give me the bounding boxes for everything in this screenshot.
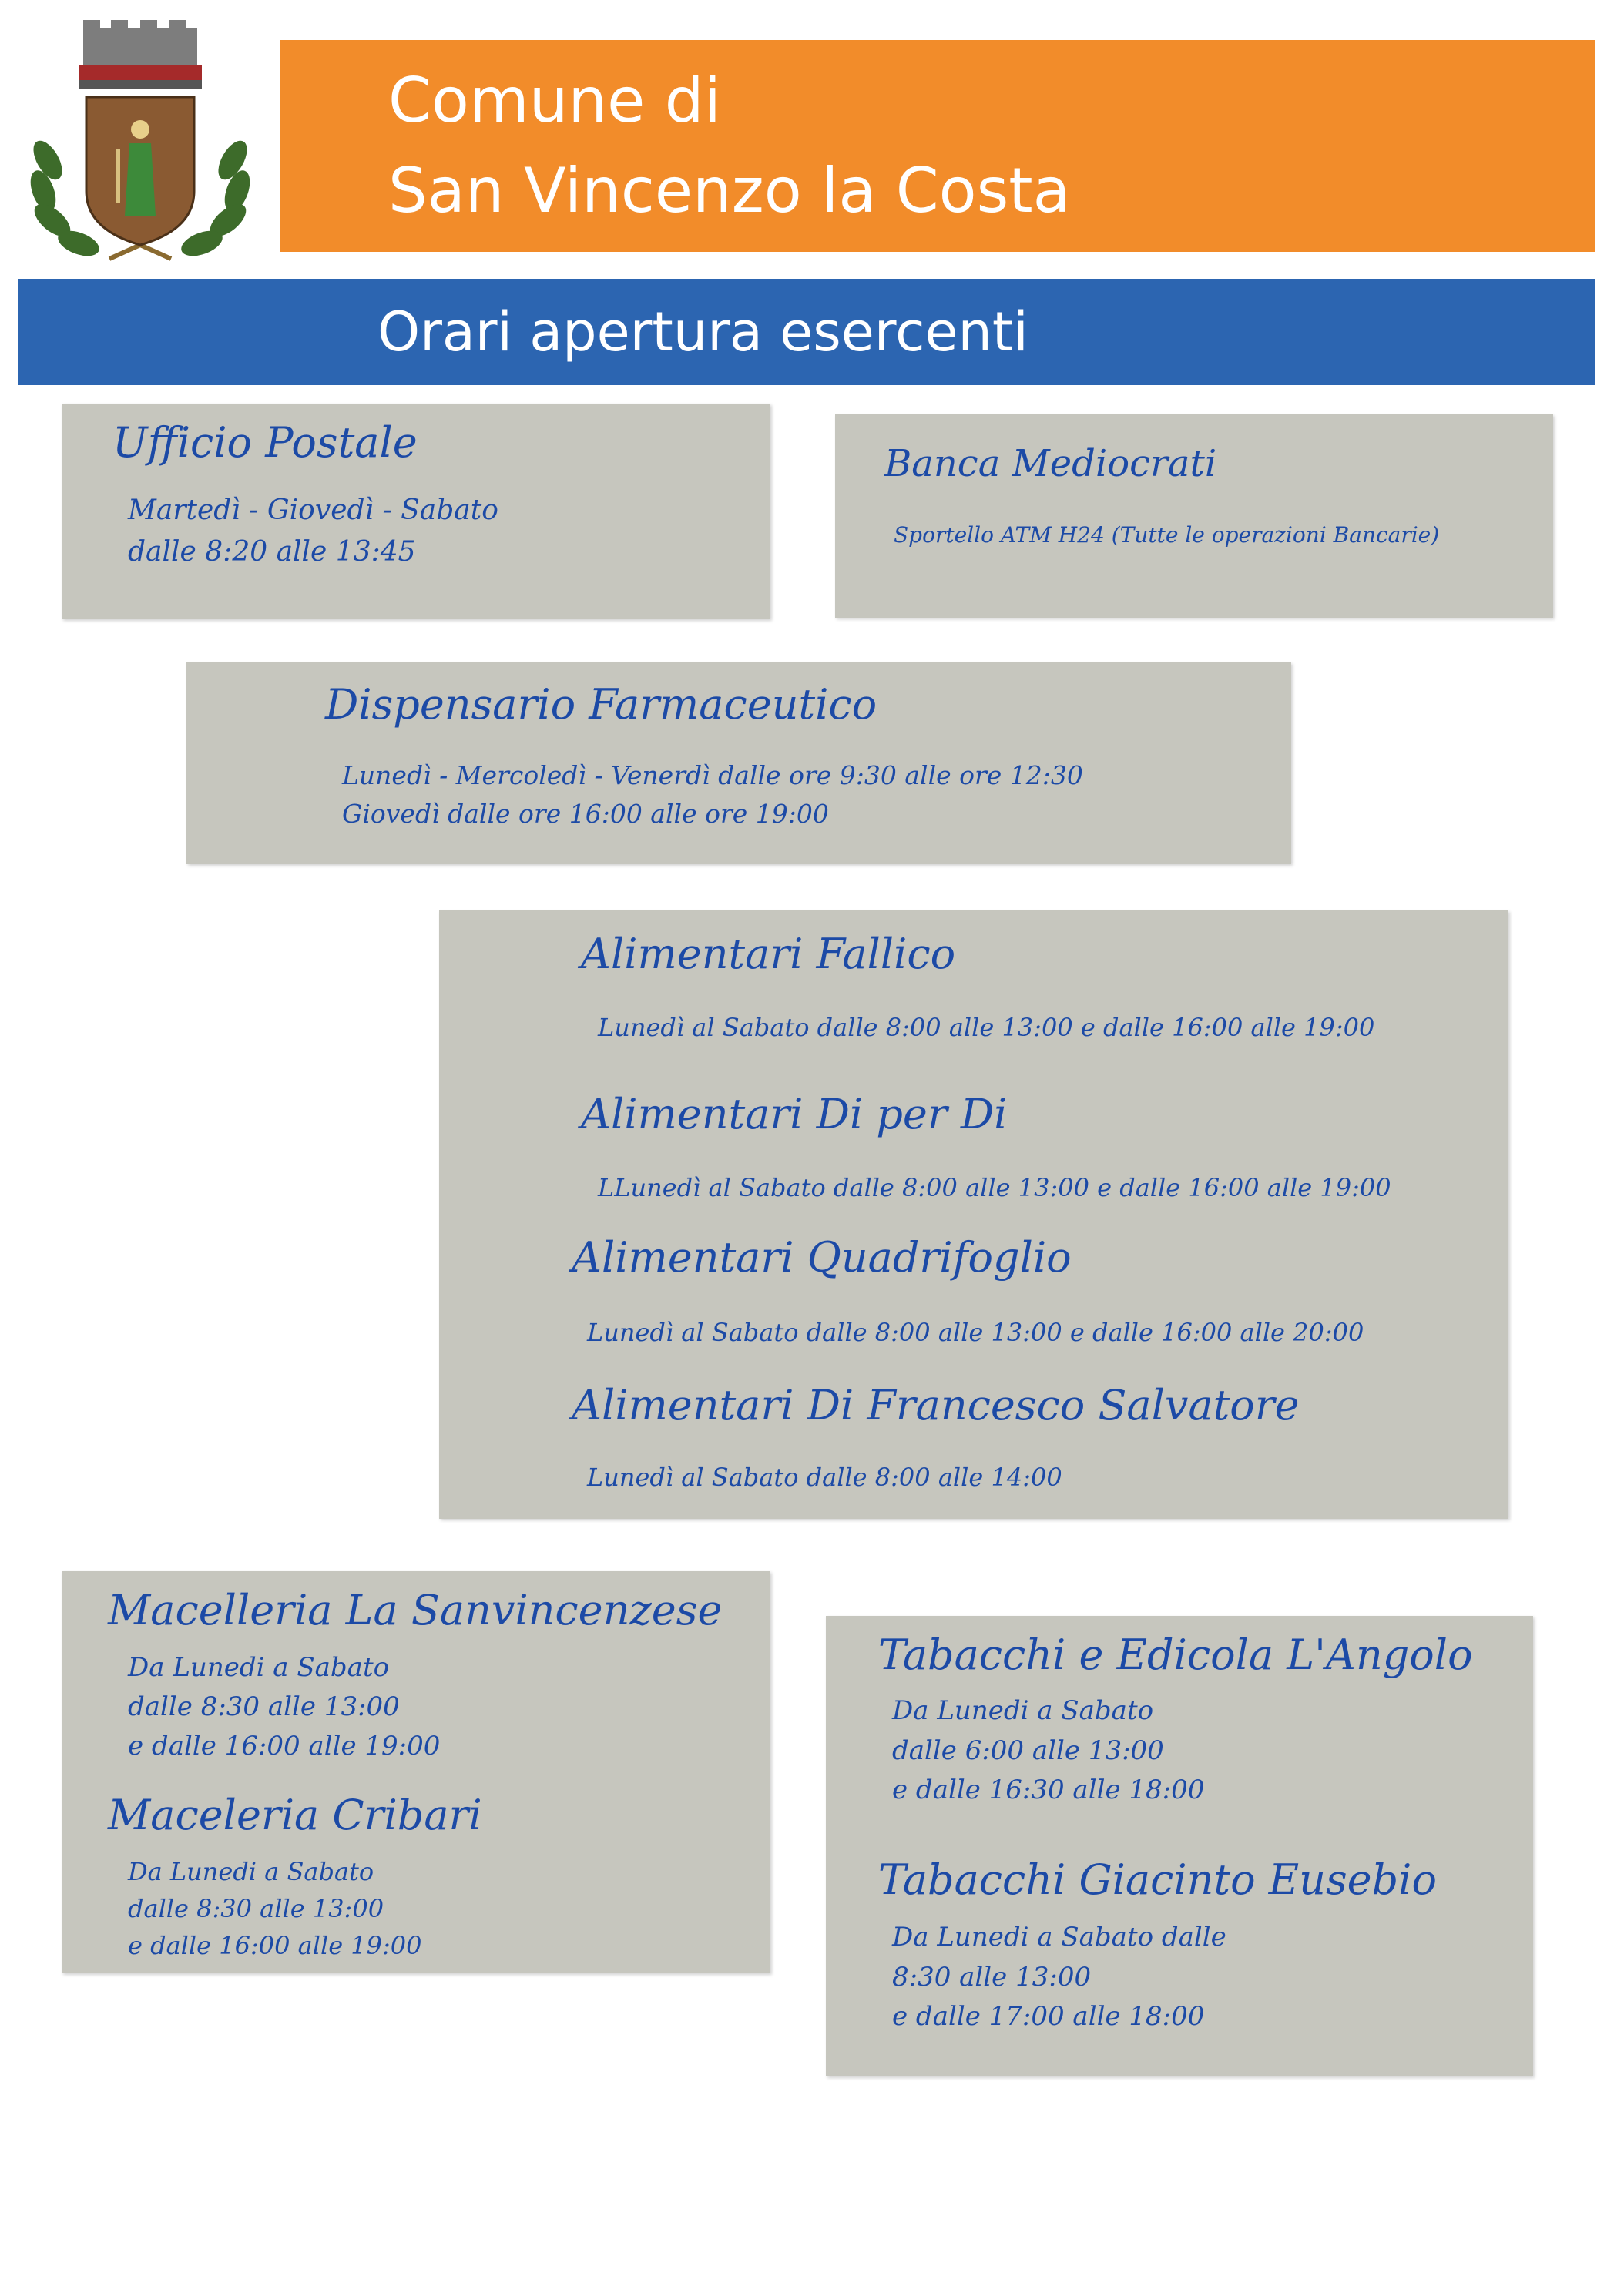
subtitle-banner bbox=[18, 279, 1595, 385]
shop-title: Tabacchi Giacinto Eusebio bbox=[878, 1855, 1437, 1904]
coat-of-arms-icon bbox=[17, 14, 263, 276]
shop-hours bbox=[342, 756, 1083, 833]
shop-title: Ufficio Postale bbox=[112, 418, 418, 467]
header-title-line1: Comune di bbox=[388, 65, 721, 136]
hours-line: e dalle 16:00 alle 19:00 bbox=[128, 1931, 422, 1960]
hours-line: e dalle 16:00 alle 19:00 bbox=[128, 1731, 441, 1761]
shop-hours bbox=[128, 490, 498, 573]
shop-title: Banca Mediocrati bbox=[884, 442, 1217, 485]
shop-title: Alimentari Di per Di bbox=[581, 1090, 1008, 1138]
box-dispensario bbox=[186, 662, 1291, 864]
shop-hours bbox=[894, 519, 1439, 551]
shop-hours bbox=[892, 1691, 1204, 1811]
hours-line: Da Lunedi a Sabato dalle bbox=[892, 1922, 1226, 1952]
box-tabacchi bbox=[826, 1616, 1533, 2076]
subtitle-text: Orari apertura esercenti bbox=[377, 300, 1028, 364]
shop-title: Macelleria La Sanvincenzese bbox=[108, 1586, 723, 1634]
hours-line: Da Lunedi a Sabato bbox=[128, 1652, 390, 1683]
shop-hours bbox=[128, 1853, 422, 1964]
shop-title: Alimentari Fallico bbox=[581, 930, 956, 978]
shop-hours: LLunedì al Sabato dalle 8:00 alle 13:00 e dalle 16:00 alle 19:00 bbox=[598, 1173, 1391, 1202]
hours-line: Da Lunedi a Sabato bbox=[892, 1695, 1154, 1726]
shop-hours bbox=[128, 1648, 440, 1766]
hours-line: e dalle 16:30 alle 18:00 bbox=[892, 1775, 1205, 1806]
shop-title: Alimentari Di Francesco Salvatore bbox=[572, 1381, 1300, 1430]
box-banca bbox=[835, 414, 1553, 618]
hours-line: Sportello ATM H24 (Tutte le operazioni Bancarie) bbox=[894, 522, 1440, 548]
shop-hours bbox=[892, 1918, 1226, 2037]
shop-hours: Lunedì al Sabato dalle 8:00 alle 13:00 e dalle 16:00 alle 19:00 bbox=[598, 1013, 1375, 1042]
box-macellerie bbox=[62, 1571, 770, 1973]
hours-line: 8:30 alle 13:00 bbox=[892, 1961, 1092, 1993]
hours-line: Lunedì - Mercoledì - Venerdì dalle ore 9:30 alle ore 12:30 bbox=[342, 760, 1083, 790]
shop-title: Tabacchi e Edicola L'Angolo bbox=[878, 1631, 1473, 1679]
shop-title: Maceleria Cribari bbox=[108, 1791, 482, 1839]
box-alimentari bbox=[439, 910, 1508, 1519]
hours-line: dalle 6:00 alle 13:00 bbox=[892, 1735, 1164, 1766]
hours-line: dalle 8:30 alle 13:00 bbox=[128, 1691, 400, 1722]
hours-line: Da Lunedi a Sabato bbox=[128, 1857, 374, 1886]
header-title-line2: San Vincenzo la Costa bbox=[388, 155, 1071, 226]
hours-line: dalle 8:30 alle 13:00 bbox=[128, 1894, 384, 1923]
hours-line: e dalle 17:00 alle 18:00 bbox=[892, 2001, 1205, 2033]
shop-title: Dispensario Farmaceutico bbox=[325, 680, 877, 729]
hours-line: Martedì - Giovedì - Sabato bbox=[128, 494, 498, 526]
hours-line: dalle 8:20 alle 13:45 bbox=[128, 536, 416, 568]
shop-title: Alimentari Quadrifoglio bbox=[572, 1233, 1072, 1282]
shop-hours: Lunedì al Sabato dalle 8:00 alle 14:00 bbox=[587, 1463, 1062, 1492]
hours-line: Giovedì dalle ore 16:00 alle ore 19:00 bbox=[342, 798, 829, 829]
header-banner bbox=[280, 40, 1595, 252]
box-ufficio-postale bbox=[62, 404, 770, 619]
shop-hours: Lunedì al Sabato dalle 8:00 alle 13:00 e dalle 16:00 alle 20:00 bbox=[587, 1318, 1364, 1347]
